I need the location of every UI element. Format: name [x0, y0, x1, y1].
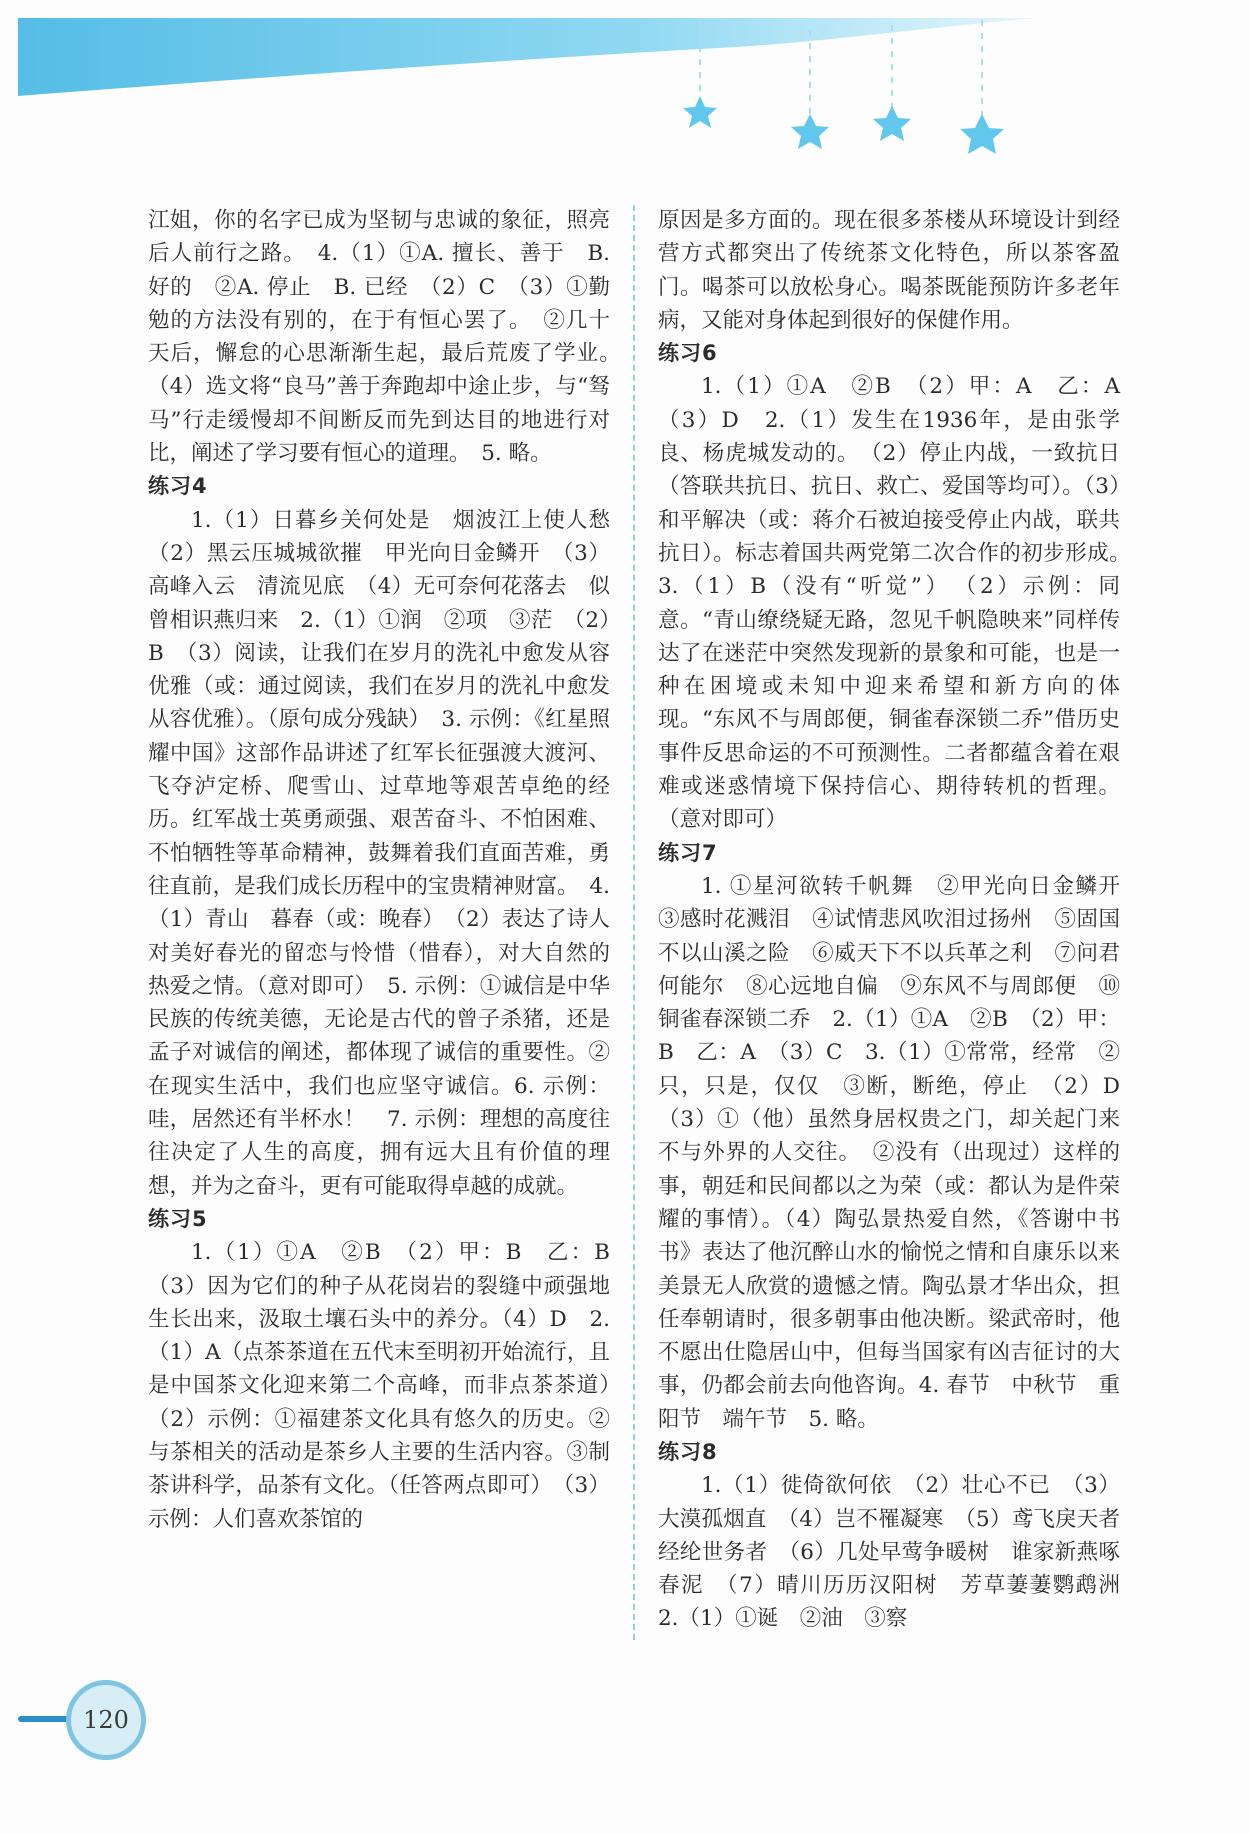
- star-icon: [873, 106, 911, 141]
- answer-paragraph: 原因是多方面的。现在很多茶楼从环境设计到经营方式都突出了传统茶文化特色，所以茶客盈门。喝茶可以放松身心。喝茶既能预防许多老年病，又能对身体起到很好的保健作用。: [658, 208, 1120, 333]
- star-icon: [791, 114, 829, 149]
- star-icon: [683, 96, 717, 128]
- section-heading: 练习5: [148, 1206, 208, 1231]
- answer-paragraph: 1.（1）①A ②B （2）甲：A 乙：A （3）D 2.（1）发生在1936年，是由张学良、杨虎城发动的。 （2）停止内战，一致抗日（答联共抗日、抗日、救亡、爱国等均可）。（3）和平解决（或：蒋介石被迫接受停止内战，联共抗日）。标志着国共两党第二次合作的初步形成。 3.（1）B（没有“听觉”） （2）示例：同意。“青山缭绕疑无路，忽见千帆隐映来”同样传达了在迷茫中突然发现新的景象和可能，也是一种在困境或未知中迎来希望和新方向的体现。“东风不与周郎便，铜雀春深锁二乔”借历史事件反思命运的不可预测性。二者都蕴含着在艰难或迷惑情境下保持信心、期待转机的哲理。（意对即可）: [658, 374, 1142, 833]
- page-number-accent-line: [18, 1716, 70, 1722]
- answer-paragraph: 1.（1）日暮乡关何处是 烟波江上使人愁 （2）黑云压城城欲摧 甲光向日金鳞开 （3）高峰入云 清流见底 （4）无可奈何花落去 似曾相识燕归来 2.（1）①润 ②项 ③茫 （2）B （3）阅读，让我们在岁月的洗礼中愈发从容优雅（或：通过阅读，我们在岁月的洗礼中愈发从容优雅）。（原句成分残缺） 3. 示例：《红星照耀中国》这部作品讲述了红军长征强渡大渡河、飞夺泸定桥、爬雪山、过草地等艰苦卓绝的经历。红军战士英勇顽强、艰苦奋斗、不怕困难、不怕牺牲等革命精神，鼓舞着我们直面苦难，勇往直前，是我们成长历程中的宝贵精神财富。 4.（1）青山 暮春（或：晚春） （2）表达了诗人对美好春光的留恋与怜惜（惜春），对大自然的热爱之情。（意对即可） 5. 示例：①诚信是中华民族的传统美德，无论是古代的曾子杀猪，还是孟子对诚信的阐述，都体现了诚信的重要性。②在现实生活中，我们也应坚守诚信。6. 示例：哇，居然还有半杯水！ 7. 示例：理想的高度往往决定了人生的高度，拥有远大且有价值的理想，并为之奋斗，更有可能取得卓越的成就。: [148, 507, 632, 1199]
- answer-paragraph: 1. ①星河欲转千帆舞 ②甲光向日金鳞开 ③感时花溅泪 ④试情悲风吹泪过扬州 ⑤固国不以山溪之险 ⑥威天下不以兵革之利 ⑦问君何能尔 ⑧心远地自偏 ⑨东风不与周郎便 ⑩铜雀春深锁二乔 2.（1）①A ②B （2）甲：B 乙：A （3）C 3.（1）①常常，经常 ②只，只是，仅仅 ③断，断绝，停止 （2）D （3）①（他）虽然身居权贵之门，却关起门来不与外界的人交往。 ②没有（出现过）这样的事，朝廷和民间都以之为荣（或：都认为是件荣耀的事情）。（4）陶弘景热爱自然，《答谢中书书》表达了他沉醉山水的愉悦之情和自康乐以来美景无人欣赏的遗憾之情。陶弘景才华出众，担任奉朝请时，很多朝事由他决断。梁武帝时，他不愿出仕隐居山中，但每当国家有凶吉征讨的大事，仍都会前去向他咨询。4. 春节 中秋节 重阳节 端午节 5. 略。: [658, 873, 1142, 1432]
- left-answer-column: [148, 204, 632, 1536]
- page-number: 120: [83, 1706, 129, 1734]
- right-answer-column: [658, 204, 1142, 1636]
- column-divider: [633, 205, 637, 1640]
- section-heading: 练习6: [658, 341, 718, 366]
- page-number-badge: [66, 1680, 146, 1760]
- section-heading: 练习8: [658, 1439, 718, 1464]
- hanging-stars-decoration: [660, 20, 1080, 180]
- answer-paragraph: 1.（1）徙倚欲何依 （2）壮心不已 （3）大漠孤烟直 （4）岂不罹凝寒 （5）鸢飞戾天者 经纶世务者 （6）几处早莺争暖树 谁家新燕啄春泥 （7）晴川历历汉阳树 芳草萋萋鹦鹉洲 2.（1）①诞 ②油 ③察: [658, 1473, 1142, 1632]
- answer-paragraph: 江姐，你的名字已成为坚韧与忠诚的象征，照亮后人前行之路。 4.（1）①A. 擅长、善于 B. 好的 ②A. 停止 B. 已经 （2）C （3）①勤勉的方法没有别的，在于有恒心罢了。 ②几十天后，懈怠的心思渐渐生起，最后荒废了学业。 （4）选文将“良马”善于奔跑却中途止步，与“驽马”行走缓慢却不间断反而先到达目的地进行对比，阐述了学习要有恒心的道理。 5. 略。: [148, 208, 632, 467]
- section-heading: 练习4: [148, 474, 208, 499]
- answer-paragraph: 1.（1）①A ②B （2）甲：B 乙：B （3）因为它们的种子从花岗岩的裂缝中顽强地生长出来，汲取土壤石头中的养分。（4）D 2.（1）A（点茶茶道在五代末至明初开始流行，且是中国茶文化迎来第二个高峰，而非点茶茶道） （2）示例：①福建茶文化具有悠久的历史。②与茶相关的活动是茶乡人主要的生活内容。③制茶讲科学，品茶有文化。（任答两点即可） （3）示例：人们喜欢茶馆的: [148, 1240, 632, 1532]
- section-heading: 练习7: [658, 840, 718, 865]
- star-icon: [960, 114, 1004, 154]
